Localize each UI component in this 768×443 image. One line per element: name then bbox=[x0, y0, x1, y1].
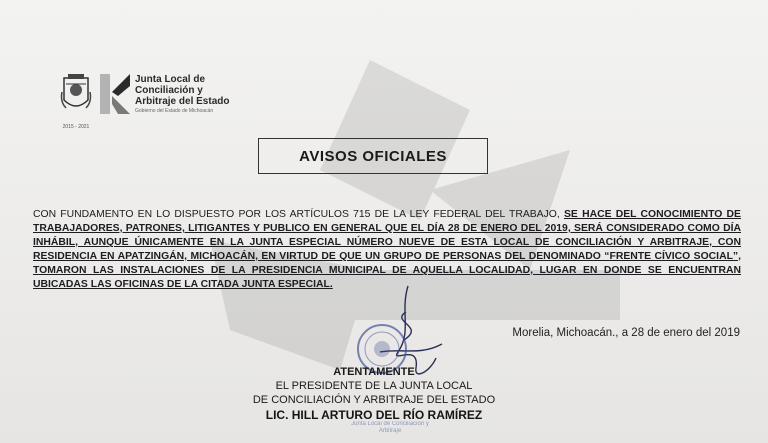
signer-title-line-1: EL PRESIDENTE DE LA JUNTA LOCAL bbox=[275, 380, 473, 392]
signer-title-line-2: DE CONCILIACIÓN Y ARBITRAJE DEL ESTADO bbox=[252, 394, 496, 406]
signer-name: LIC. HILL ARTURO DEL RÍO RAMÍREZ bbox=[265, 408, 483, 422]
state-coat-of-arms-icon bbox=[60, 72, 92, 118]
signature-block bbox=[200, 365, 548, 423]
stamp-caption: Junta Local de Conciliación y Arbitraje bbox=[351, 421, 429, 434]
org-name-line-3: Arbitraje del Estado bbox=[135, 96, 230, 107]
organization-name bbox=[135, 74, 229, 114]
notice-body bbox=[33, 208, 741, 292]
administration-years: 2015 - 2021 bbox=[62, 124, 90, 130]
notice-emphasis: SE HACE DEL CONOCIMIENTO DE TRABAJADORES, PATRONES, LITIGANTES Y PUBLICO EN GENERAL QUE EL DÍA 28 DE ENERO DEL 2019, SERÁ CONSIDERADO COMO DÍA INHÁBIL, AUNQUE ÚNICAMENTE EN LA JUNTA ESPECIAL NÚMERO NUEVE DE ESTA LOCAL DE CONCILIACIÓN Y ARBITRAJE, CON RESIDENCIA EN APATZINGÁN, MICHOACÁN, EN VIRTUD DE QUE UN GRUPO DE PERSONAS DEL DENOMINADO “FRENTE CÍVICO SOCIAL”, TOMARON LAS INSTALACIONES DE LA PRESIDENCIA MUNICIPAL DE AQUELLA LOCALIDAD, LUGAR EN DONDE SE ENCUENTRAN UBICADAS LAS OFICINAS DE LA CITADA JUNTA ESPECIAL. bbox=[33, 209, 741, 290]
letterhead bbox=[60, 72, 230, 130]
junta-logo-icon bbox=[98, 74, 132, 114]
closing-text: ATENTAMENTE bbox=[333, 366, 415, 378]
org-name-line-1: Junta Local de bbox=[135, 74, 206, 85]
place-and-date: Morelia, Michoacán., a 28 de enero del 2019 bbox=[512, 327, 740, 339]
org-name-line-2: Conciliación y bbox=[135, 85, 203, 96]
notice-intro: CON FUNDAMENTO EN LO DISPUESTO POR LOS ARTÍCULOS 715 DE LA LEY FEDERAL DEL TRABAJO, bbox=[33, 209, 564, 220]
org-subtitle: Gobierno del Estado de Michoacán bbox=[135, 108, 214, 114]
notice-title: AVISOS OFICIALES bbox=[258, 138, 488, 174]
